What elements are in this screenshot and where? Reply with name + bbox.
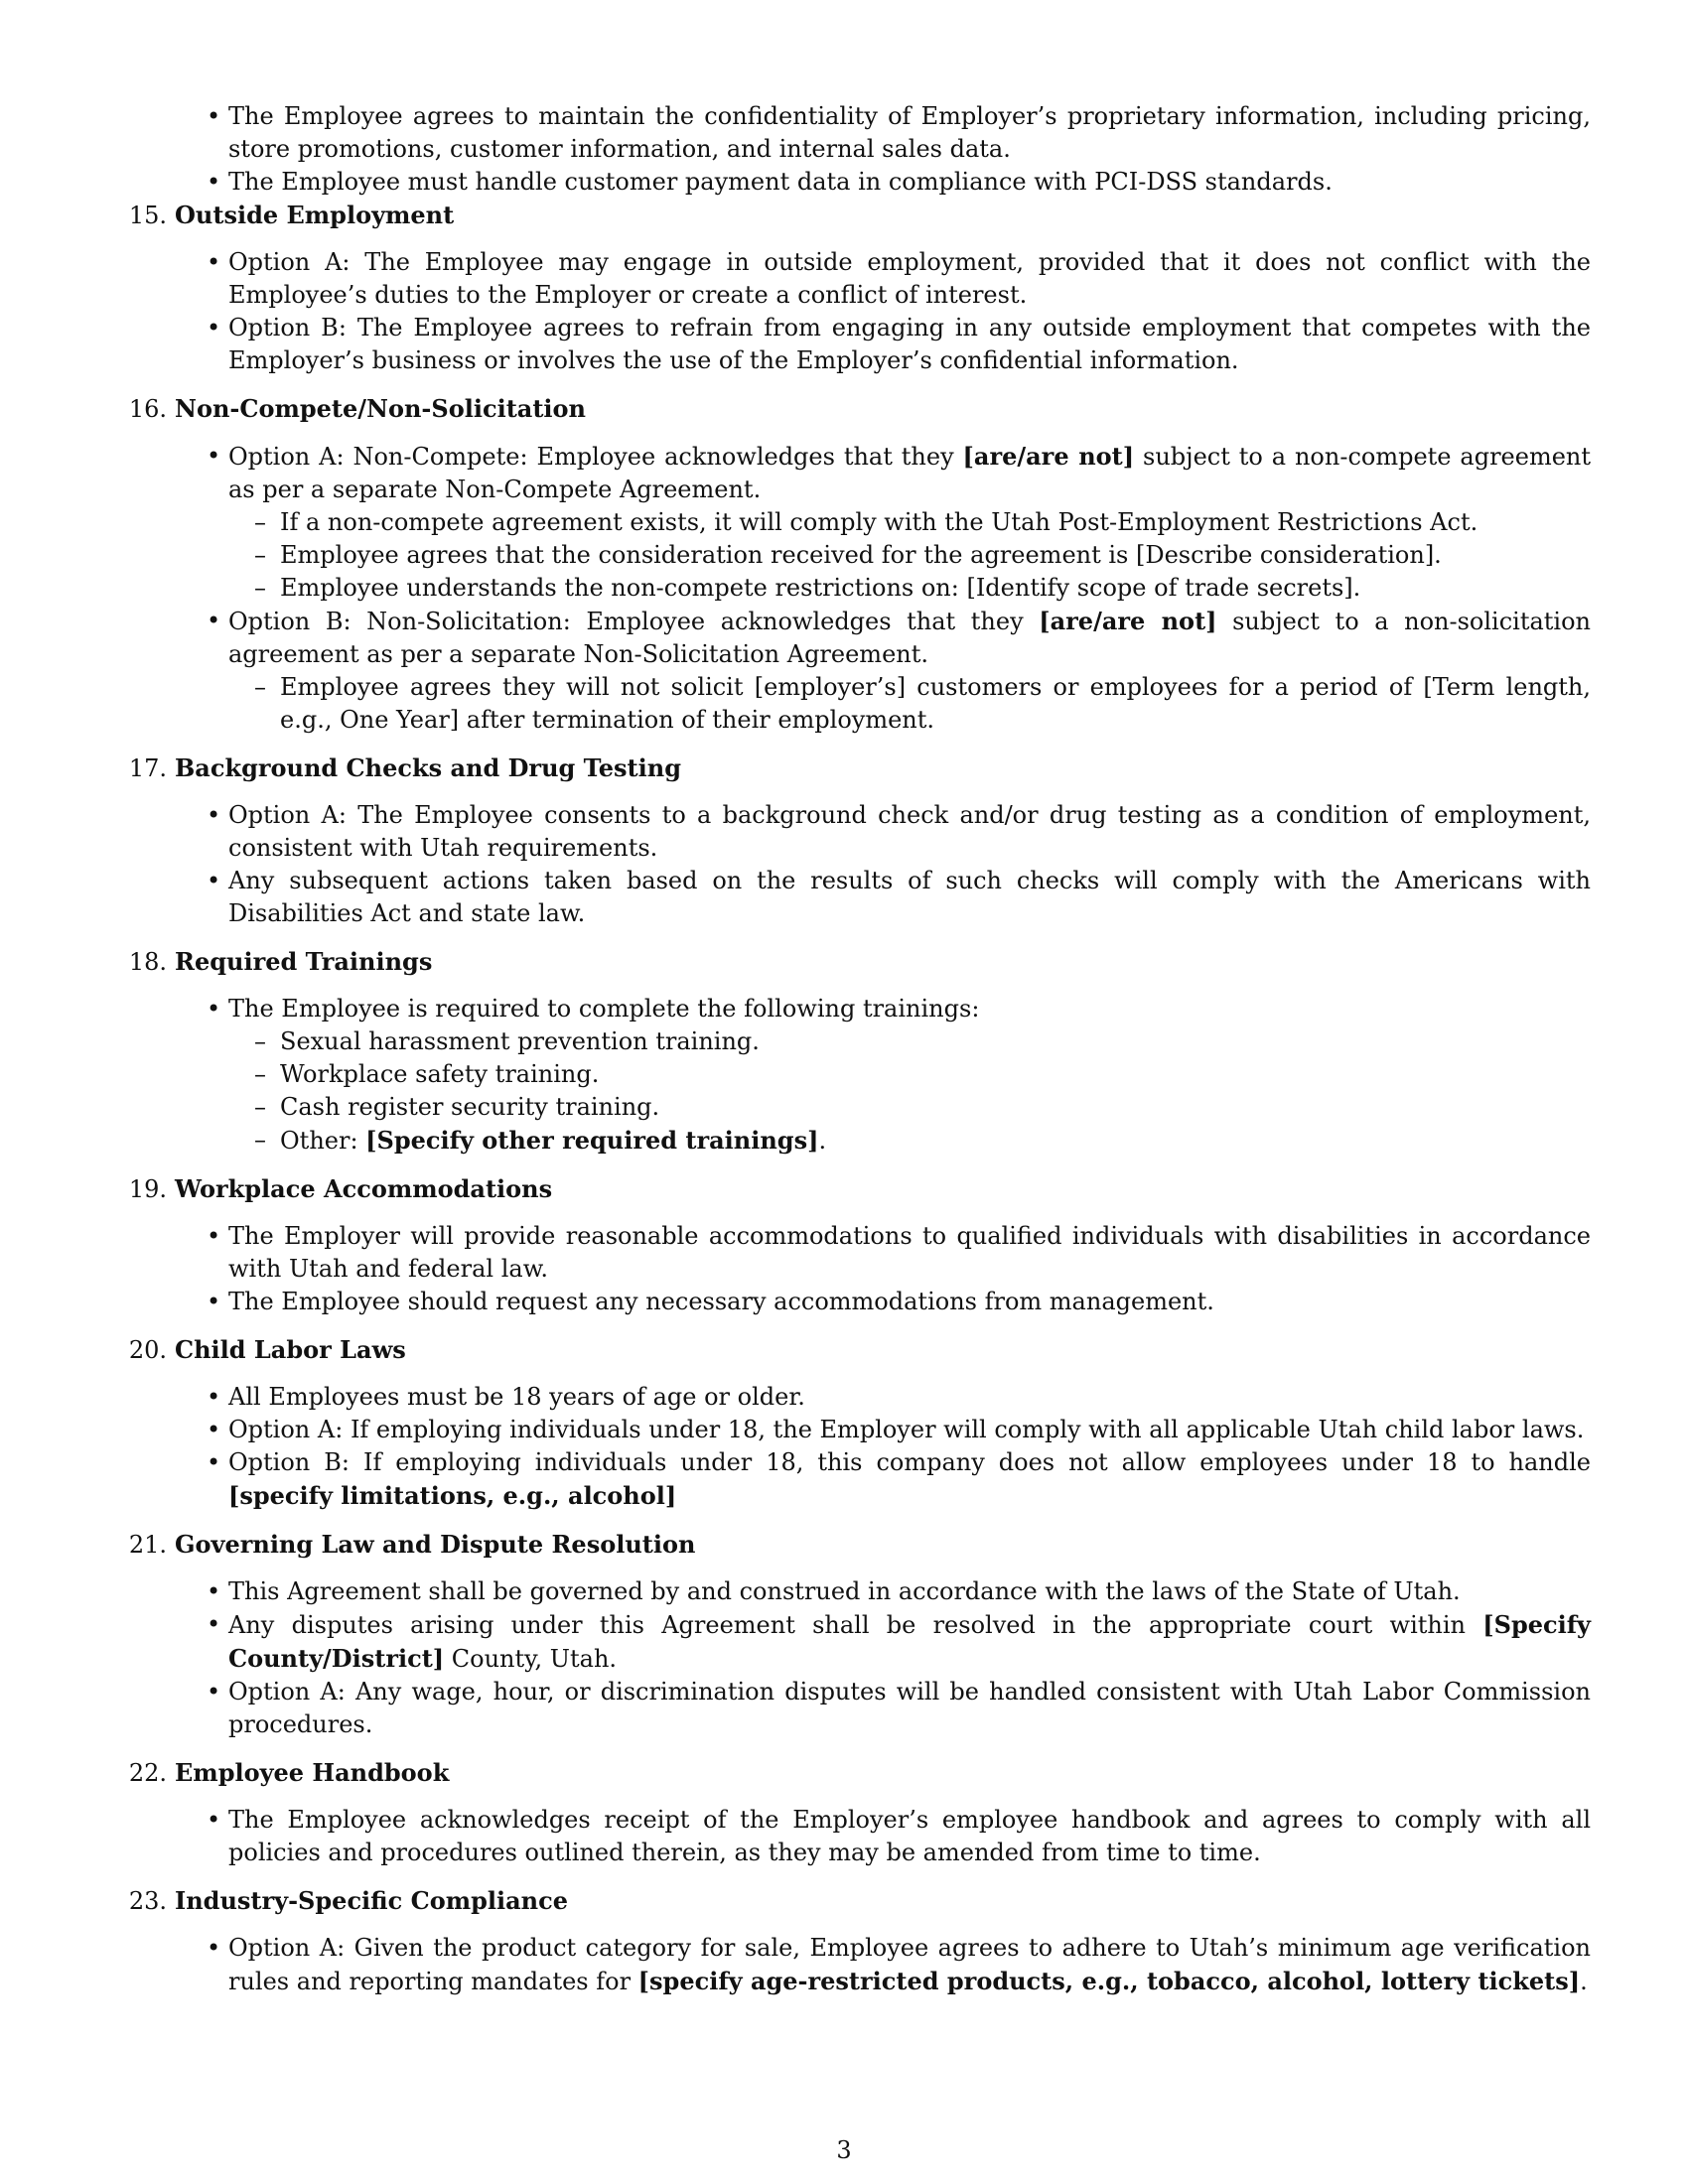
bullet-text (228, 1381, 1591, 1414)
bullet-text (228, 1932, 1591, 1998)
section-number: 16. (128, 395, 167, 423)
text-run: Option A: The Employee consents to a background check and/or drug testing as a condition of employment, consistent with Utah requirements. (228, 801, 1591, 862)
text-run: Employee agrees they will not solicit [employer’s] customers or employees for a period of [Term length, e.g., One Year] after termination of their employment. (280, 673, 1591, 734)
bullet-item (111, 246, 1591, 312)
text-run: The Employer will provide reasonable accommodations to qualified individuals with disabilities in accordance with Utah and federal law. (228, 1222, 1591, 1283)
text-run: Any subsequent actions taken based on the results of such checks will comply with the Americans with Disabilities Act and state law. (228, 867, 1591, 927)
text-run: The Employee should request any necessary accommodations from management. (228, 1288, 1214, 1315)
text-run: This Agreement shall be governed by and construed in accordance with the laws of the State of Utah. (228, 1577, 1461, 1605)
bullet-item (111, 1414, 1591, 1446)
section-15 (111, 199, 1591, 377)
bullet-text (228, 799, 1591, 865)
section-21 (111, 1528, 1591, 1741)
document-body (111, 100, 1591, 2013)
text-run: Workplace safety training. (280, 1060, 600, 1088)
section-20 (111, 1333, 1591, 1513)
bullet-item (111, 865, 1591, 930)
text-run: Option A: The Employee may engage in outside employment, provided that it does not conflict with the Employee’s duties to the Employer or create a conflict of interest. (228, 248, 1591, 309)
sub-bullet-item (228, 671, 1591, 737)
bullet-list (111, 993, 1591, 1158)
section-heading (111, 1756, 1591, 1790)
bullet-text (228, 1676, 1591, 1741)
text-run: . (1580, 1968, 1588, 1995)
bullet-text (228, 1446, 1591, 1513)
sections-container (111, 199, 1591, 1998)
sub-bullet-item (228, 1091, 1591, 1124)
bullet-item (111, 312, 1591, 377)
sub-bullet-item (228, 1124, 1591, 1158)
text-run: . (818, 1127, 827, 1155)
section-title: Non-Compete/Non-Solicitation (175, 394, 586, 423)
section-number: 22. (128, 1759, 167, 1787)
text-run: If a non-compete agreement exists, it will comply with the Utah Post-Employment Restrictions Act. (280, 508, 1478, 536)
bullet-text (228, 1220, 1591, 1286)
section-heading (111, 945, 1591, 979)
section-title: Industry-Specific Compliance (175, 1886, 568, 1915)
sub-bullet-list (228, 1025, 1591, 1158)
text-run: Sexual harassment prevention training. (280, 1027, 760, 1055)
text-run: Employee agrees that the consideration received for the agreement is [Describe consideration]. (280, 541, 1442, 569)
text-run: Option B: The Employee agrees to refrain from engaging in any outside employment that competes with the Employer’s business or involves the use of the Employer’s confidential information. (228, 314, 1591, 374)
bullet-item (111, 1220, 1591, 1286)
section-19 (111, 1172, 1591, 1318)
section-16 (111, 392, 1591, 737)
text-run: Option B: Non-Solicitation: Employee acknowledges that they (228, 608, 1040, 635)
bullet-list (111, 799, 1591, 930)
text-run: All Employees must be 18 years of age or older. (228, 1383, 805, 1411)
bullet-item (111, 1608, 1591, 1676)
section-heading (111, 1528, 1591, 1562)
section-title: Child Labor Laws (175, 1335, 406, 1364)
bullet-text (228, 1575, 1591, 1608)
sub-bullet-item (228, 572, 1591, 605)
placeholder-text: [Specify other required trainings] (365, 1126, 819, 1155)
section-heading (111, 199, 1591, 232)
text-run: subject to a non-solicitation agreement as per a separate Non-Solicitation Agreement. (228, 608, 1592, 668)
section-number: 20. (128, 1336, 167, 1364)
text-run: The Employee is required to complete the following trainings: (228, 995, 980, 1023)
bullet-item (111, 1286, 1591, 1318)
bullet-text (228, 246, 1591, 312)
placeholder-text: [are/are not] (1039, 607, 1217, 635)
section-heading (111, 751, 1591, 785)
section-heading (111, 392, 1591, 426)
section-23 (111, 1884, 1591, 1998)
bullet-item (111, 1804, 1591, 1869)
section-title: Outside Employment (175, 201, 455, 229)
bullet-item (111, 799, 1591, 865)
text-run: Option A: Non-Compete: Employee acknowledges that they (228, 443, 963, 471)
text-run: subject to a non-compete agreement as per a separate Non-Compete Agreement. (228, 443, 1592, 503)
sub-bullet-item (228, 1025, 1591, 1058)
section-title: Employee Handbook (175, 1758, 450, 1787)
bullet-item (111, 1575, 1591, 1608)
bullet-list (111, 1932, 1591, 1998)
section-22 (111, 1756, 1591, 1869)
sub-bullet-list (228, 506, 1591, 605)
bullet-list (111, 1220, 1591, 1318)
sub-bullet-item (228, 506, 1591, 539)
section-18 (111, 945, 1591, 1158)
section-heading (111, 1172, 1591, 1206)
section-heading (111, 1884, 1591, 1918)
intro-bullet: • The Employee must handle customer payment data in compliance with PCI-DSS standards. (111, 166, 1591, 199)
bullet-text (228, 1414, 1591, 1446)
bullet-item (111, 1932, 1591, 1998)
text-run: Other: (280, 1127, 366, 1155)
intro-bullet: • The Employee agrees to maintain the confidentiality of Employer’s proprietary information, including pricing, store promotions, customer information, and internal sales data. (111, 100, 1591, 166)
text-run: Any disputes arising under this Agreement shall be resolved in the appropriate court within (228, 1611, 1483, 1639)
bullet-text (228, 993, 1591, 1025)
bullet-text (228, 1804, 1591, 1869)
intro-bullet-list (111, 100, 1591, 199)
bullet-list (111, 1804, 1591, 1869)
bullet-text (228, 865, 1591, 930)
bullet-text (228, 312, 1591, 377)
bullet-list (111, 246, 1591, 377)
page-number: 3 (836, 2136, 852, 2164)
bullet-text (228, 440, 1591, 506)
text-run: Option A: If employing individuals under 18, the Employer will comply with all applicable Utah child labor laws. (228, 1416, 1585, 1443)
bullet-list (111, 1381, 1591, 1513)
bullet-item (111, 1446, 1591, 1513)
text-run: Option A: Any wage, hour, or discrimination disputes will be handled consistent with Utah Labor Commission procedures. (228, 1678, 1591, 1738)
placeholder-text: [specify age-restricted products, e.g., tobacco, alcohol, lottery tickets] (637, 1967, 1581, 1995)
bullet-text (228, 605, 1591, 671)
text-run: County, Utah. (444, 1645, 618, 1673)
text-run: Cash register security training. (280, 1093, 660, 1121)
text-run: Employee understands the non-compete restrictions on: [Identify scope of trade secrets]. (280, 574, 1361, 602)
sub-bullet-item (228, 539, 1591, 572)
bullet-list (111, 440, 1591, 737)
bullet-item (111, 605, 1591, 737)
text-run: The Employee acknowledges receipt of the Employer’s employee handbook and agrees to comply with all policies and procedures outlined therein, as they may be amended from time to time. (228, 1806, 1591, 1866)
bullet-item (111, 993, 1591, 1158)
section-number: 15. (128, 202, 167, 229)
section-number: 17. (128, 754, 167, 782)
section-title: Required Trainings (175, 947, 433, 976)
section-number: 21. (128, 1531, 167, 1559)
bullet-text (228, 1608, 1591, 1676)
bullet-item (111, 1676, 1591, 1741)
section-17 (111, 751, 1591, 930)
text-run: Option B: If employing individuals under 18, this company does not allow employees under 18 to handle (228, 1448, 1591, 1476)
section-number: 23. (128, 1887, 167, 1915)
section-title: Governing Law and Dispute Resolution (175, 1530, 696, 1559)
section-number: 18. (128, 948, 167, 976)
text-run: Option A: Given the product category for sale, Employee agrees to adhere to Utah’s minimum age verification rules and reporting mandates for (228, 1934, 1591, 1995)
placeholder-text: [are/are not] (962, 442, 1135, 471)
bullet-item (111, 1381, 1591, 1414)
section-number: 19. (128, 1175, 167, 1203)
section-heading (111, 1333, 1591, 1367)
bullet-item (111, 440, 1591, 605)
sub-bullet-list (228, 671, 1591, 737)
sub-bullet-item (228, 1058, 1591, 1091)
bullet-list (111, 1575, 1591, 1741)
section-title: Workplace Accommodations (175, 1174, 553, 1203)
bullet-text (228, 1286, 1591, 1318)
placeholder-text: [specify limitations, e.g., alcohol] (228, 1481, 677, 1510)
placeholder-text: [Specify County/District] (228, 1610, 1591, 1673)
section-title: Background Checks and Drug Testing (175, 753, 681, 782)
